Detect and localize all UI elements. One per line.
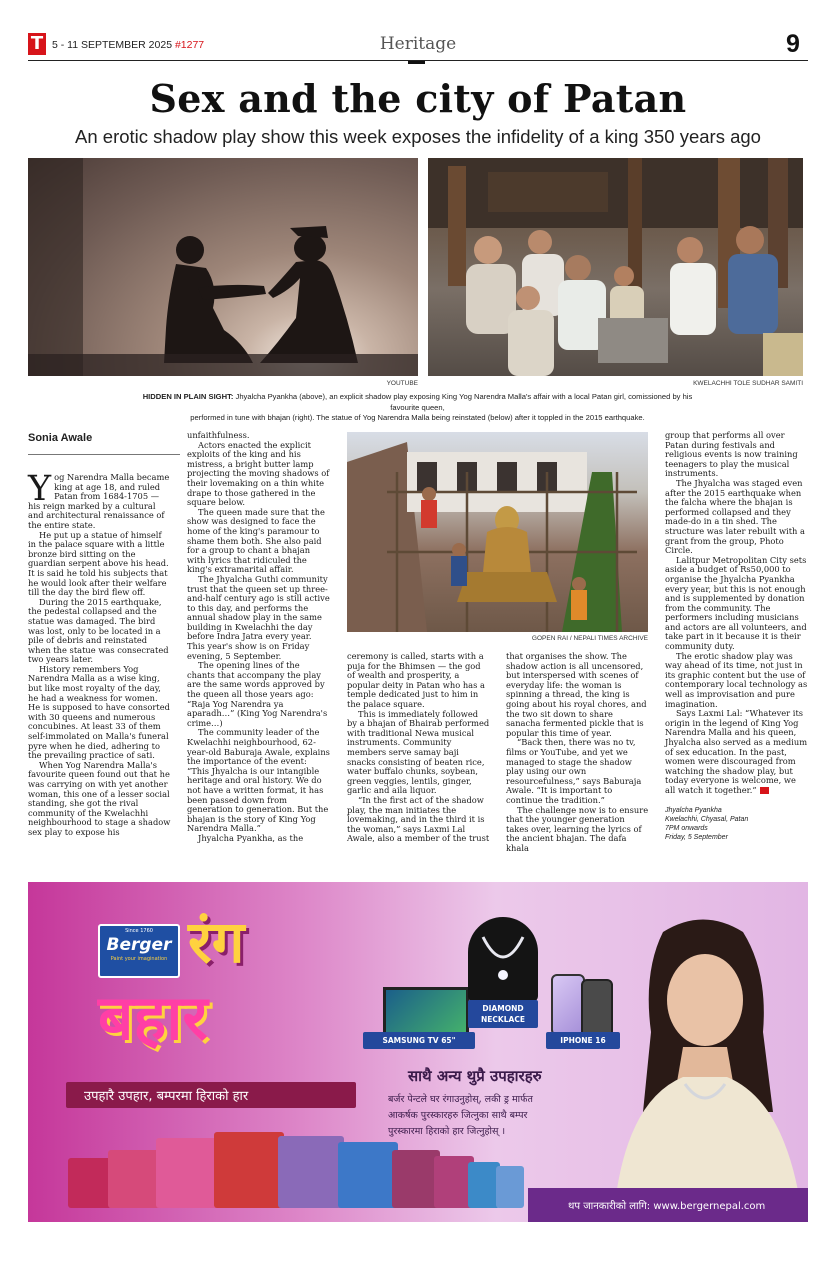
prize-tv: SAMSUNG TV 65"	[363, 1032, 475, 1049]
prize-necklace: DIAMOND NECKLACE	[468, 1000, 538, 1028]
phone-icon	[551, 974, 585, 1036]
brand-tagline: Paint your imagination	[110, 956, 168, 962]
paint-can	[214, 1132, 284, 1208]
article-column-1	[28, 469, 171, 838]
issue-number: #1277	[174, 39, 205, 51]
date-range: 5 - 11 SEPTEMBER 2025	[52, 39, 173, 51]
event-name: Jhyalcha Pyankha	[665, 806, 722, 814]
paragraph-text: Says Laxmi Lal: “Whatever its origin in the legend of King Yog Narendra Malla and his queen, Jhyalcha also served as a medium of sex education. In the past, women were discouraged from watching the shadow play, but today everyone is welcome, we all watch it together.”	[665, 708, 808, 795]
paragraph: group that performs all over Patan during festivals and religious events is now training teenagers to play the musical instruments.	[665, 430, 798, 479]
paint-can	[156, 1138, 220, 1208]
ad-body-np-3: पुरस्कारमा हिराको हार जित्नुहोस् ।	[388, 1126, 506, 1137]
article-column-3	[347, 652, 490, 844]
paint-can	[392, 1150, 440, 1208]
paragraph: The Jhyalcha Guthi community trust that the queen set up three-and-half century ago is still active to this day, and performs the annual shadow play in the same building in Kwelachhi the day before Indra Jatra every year. This year's show is on Friday evening, 5 September.	[187, 573, 330, 661]
paint-can	[278, 1136, 344, 1208]
paragraph	[28, 469, 171, 531]
event-venue: Kwelachhi, Chyasal, Patan	[665, 815, 749, 823]
paragraph: that organises the show. The shadow action is all uncensored, but interspersed with scenes of everyday life: the woman is spinning a thread, the king is going about his royal chores, and the two sit down to share sanacha fermented pickle that is popular this time of year.	[506, 651, 647, 738]
paragraph: The Jhyalcha was staged even after the 2015 earthquake when the falcha where the bhajan is performed collapsed and they made-do in a tin shed. The structure was later rebuilt with a grant from the group, Photo Circle.	[665, 477, 805, 556]
caption-line1: Jhyalcha Pyankha (above), an explicit shadow play exposing King Yog Narendra Malla's affair with a local Patan girl, comissioned by his favourite queen,	[233, 392, 693, 412]
photo-caption	[130, 392, 705, 424]
paragraph: ceremony is called, starts with a puja for the Bhimsen — the god of wealth and prosperity, a popular deity in Patan who has a temple dedicated just to him in the palace square.	[347, 651, 485, 709]
necklace-icon	[468, 917, 538, 1002]
ad-website[interactable]: थप जानकारीको लागि: www.bergernepal.com	[568, 1201, 766, 1212]
paragraph: The challenge now is to ensure that the younger generation takes over, learning the lyrics of the ancient bhajan. The dafa khala	[506, 804, 649, 853]
ad-ribbon-text: उपहारै उपहार, बम्परमा हिराको हार	[84, 1089, 249, 1104]
prize-iphone: IPHONE 16	[546, 1032, 620, 1049]
section-label: Heritage	[379, 34, 457, 54]
byline-rule	[28, 454, 180, 455]
photo1-credit: YOUTUBE	[386, 380, 418, 387]
photo2-credit: KWELACHHI TOLE SUDHAR SAMITI	[693, 380, 803, 387]
paragraph: Jhyalcha Pyankha, as the	[198, 832, 304, 843]
photo3-credit: GOPEN RAI / NEPALI TIMES ARCHIVE	[531, 635, 648, 642]
paragraph-text: og Narendra Malla became king at age 18, and ruled Patan from 1684-1705 — his reign marked by a cultural and architectural renaissance of the entire state.	[28, 472, 170, 530]
event-info	[665, 806, 808, 842]
paint-can	[496, 1166, 524, 1208]
paragraph: The queen made sure that the show was designed to face the home of the king's paramour to shame them both. She also paid for a group to chant a bhajan with lyrics that ridiculed the king's extramarital affair.	[187, 506, 325, 575]
headline: Sex and the city of Patan	[149, 76, 687, 121]
caption-lead: HIDDEN IN PLAIN SIGHT:	[142, 392, 234, 401]
paragraph: “In the first act of the shadow play, the man initiates the lovemaking, and in the third it is the woman,” says Laxmi Lal Awale, also a member of the trust	[347, 794, 490, 844]
paragraph: When Yog Narendra Malla's favourite queen found out that he was carrying on with yet another woman, this one of a lesser social standing, she got the rival community of the Kwelachhi neighbourhood to stage a shadow sex play to expose his	[28, 759, 171, 837]
paint-can	[68, 1158, 112, 1208]
brand-name: Berger	[106, 935, 172, 955]
ad-title-top: रंग	[188, 908, 245, 976]
ad-body-np-1: बर्जर पेन्टले घर रंगाउनुहोस्, लकी ड्र मार्फत	[388, 1094, 533, 1105]
event-date: Friday, 5 September	[665, 833, 728, 841]
ad-title-bottom: बहार	[98, 981, 208, 1054]
deck: An erotic shadow play show this week exposes the infidelity of a king 350 years ago	[75, 126, 761, 147]
paragraph: This is immediately followed by a bhajan of Bhairab performed with traditional Newa musical instruments. Community members serve samay baji snacks consisting of beaten rice, water buffalo chunks, soybean, green veggies, lentils, ginger, garlic and aila liquor.	[347, 708, 490, 796]
article-column-5	[665, 431, 808, 842]
newspaper-logo: T	[28, 33, 46, 55]
paint-can-lineup	[68, 1130, 528, 1210]
paragraph: Lalitpur Metropolitan City sets aside a budget of Rs50,000 to organise the Jhyalcha Pyankha every year, but this is not enough and is supplemented by donation from the community. The performers including musicians and actors are all volunteers, and take part in it because it is their community duty.	[665, 554, 807, 652]
ad-headline-np: साथै अन्य थुप्रै उपहारहरु	[408, 1067, 542, 1085]
paragraph: The erotic shadow play was way ahead of its time, not just in its graphic content but the use of contemporary local technology as well as improvisation and pure imagination.	[665, 650, 808, 709]
ad-body-np-2: आकर्षक पुरस्कारहरु जित्नुका साथै बम्पर	[388, 1110, 528, 1121]
article-column-2	[187, 431, 330, 844]
page-number: 9	[786, 30, 800, 58]
shadow-play-photo	[28, 158, 418, 376]
paint-can	[108, 1150, 162, 1208]
paragraph: The community leader of the Kwelachhi neighbourhood, 62-year-old Baburaja Awale, explains the importance of the event: “This Jhyalcha is our intangible heritage and oral history. We do not have a written format, it has been passed down from generation to generation. But the bhajan is the story of King Yog Narendra Malla.”	[187, 727, 330, 834]
paragraph: The opening lines of the chants that accompany the play are the same words approved by the queen all those years ago: “Raja Yog Narendra ya aparadh…” (King Yog Narendra's crime…)	[187, 660, 328, 728]
paragraph: Actors enacted the explicit exploits of the king and his mistress, a bright butter lamp projecting the moving shadows of their lovemaking on a thin white drape to those gathered in the square below.	[187, 439, 330, 508]
caption-line2: performed in tune with bhajan (right). The statue of Yog Narendra Malla being reinstated (below) after it toppled in the 2015 earthquake.	[190, 413, 645, 422]
berger-logo	[98, 924, 180, 978]
paragraph: unfaithfulness.	[187, 430, 250, 440]
paragraph: History remembers Yog Narendra Malla as a wise king, but like most royalty of the day, he had a weakness for women. He is supposed to have consorted with 30 queens and numerous concubines. At least 33 of them self-immolated on Malla's funeral pyre when he died, adhering to the prevailing practice of sati.	[28, 663, 170, 761]
paint-can	[338, 1142, 398, 1208]
event-time: 7PM onwards	[665, 824, 708, 832]
bhajan-group-photo	[428, 158, 803, 376]
berger-advertisement[interactable]	[28, 882, 808, 1222]
byline: Sonia Awale	[28, 432, 93, 444]
paragraph	[665, 709, 808, 795]
drop-cap: Y	[28, 469, 52, 509]
end-mark-icon	[760, 787, 769, 794]
brand-small: Since 1760	[125, 928, 153, 934]
statue-reinstatement-photo	[347, 432, 648, 632]
article-column-4	[506, 652, 649, 853]
paragraph: “Back then, there was no tv, films or YouTube, and yet we managed to stage the shadow play using our own resourcefulness,” says Baburaja Awale. “It is important to continue the tradition.”	[506, 737, 642, 805]
paragraph: He put up a statue of himself in the palace square with a little bronze bird sitting on the guardian serpent above his head. It is said he told his subjects that he would look after their welfare till the day the bird flew off.	[28, 529, 169, 598]
model-photo	[603, 912, 808, 1222]
paragraph: During the 2015 earthquake, the pedestal collapsed and the statue was damaged. The bird was lost, only to be located in a pile of debris and reinstated when the statue was consecrated two years later.	[28, 596, 169, 665]
section-marker	[408, 61, 425, 64]
